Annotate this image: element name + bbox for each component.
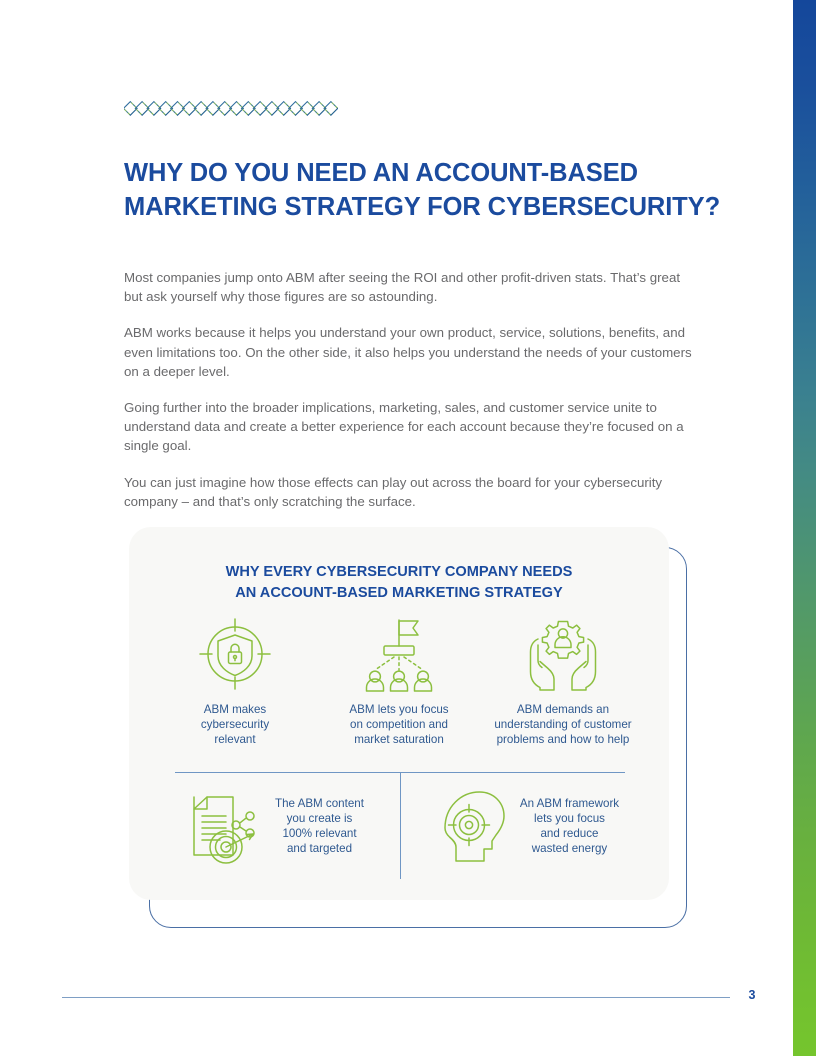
caption-line: An ABM framework (519, 796, 620, 810)
infographic-title-line-1: WHY EVERY CYBERSECURITY COMPANY NEEDS (225, 564, 573, 580)
infographic-title-line-2: AN ACCOUNT-BASED MARKETING STRATEGY (235, 585, 563, 601)
infographic-bottom-row (165, 785, 635, 867)
caption-line: and targeted (286, 842, 353, 856)
caption-line: relevant (214, 733, 256, 747)
caption-line: cybersecurity (200, 718, 270, 732)
page-number: 3 (748, 988, 756, 1002)
caption-line: ABM demands an (516, 703, 610, 716)
caption-line: ABM lets you focus (349, 703, 449, 716)
head-target-icon (436, 785, 512, 867)
body-paragraph: ABM works because it helps you understand your own product, service, solutions, benefits, and even limitations too. On the other side, it also helps you understand the needs of your customers on a deeper level. (124, 325, 692, 379)
page-title-line-2: MARKETING STRATEGY FOR CYBERSECURITY? (124, 193, 721, 221)
caption-line: and reduce (540, 827, 599, 840)
infographic-card (129, 527, 669, 900)
body-paragraph: You can just imagine how those effects can play out across the board for your cybersecurity company – and that’s only scratching the surface. (124, 474, 663, 509)
infographic-caption (201, 702, 269, 748)
caption-line: on competition and (350, 718, 448, 732)
hands-gear-person-icon (516, 615, 610, 693)
infographic-title (129, 562, 669, 604)
infographic-item-cybersecurity-relevant (153, 615, 317, 748)
caption-line: The ABM content (275, 796, 364, 810)
caption-line: understanding of customer (494, 718, 632, 732)
caption-line: you create is (286, 811, 353, 825)
shield-lock-crosshair-icon (197, 615, 273, 693)
body-paragraph: Going further into the broader implications, marketing, sales, and customer service unite to understand data and create a better experience for each account because they’re focused on a single goal. (124, 400, 684, 454)
body-copy (124, 268, 702, 511)
infographic (129, 527, 689, 930)
infographic-caption (494, 702, 631, 748)
infographic-item-framework-focus (420, 785, 635, 867)
flag-podium-people-icon (356, 615, 442, 693)
page-title (124, 156, 724, 224)
infographic-item-content-relevance (165, 785, 380, 867)
caption-line: problems and how to help (496, 733, 630, 747)
caption-line: lets you focus (534, 811, 605, 825)
page-title-line-1: WHY DO YOU NEED AN ACCOUNT-BASED (124, 159, 638, 187)
caption-line: wasted energy (531, 842, 608, 856)
infographic-caption (275, 796, 364, 857)
infographic-item-customer-understanding (481, 615, 645, 748)
infographic-caption (520, 796, 619, 857)
diamond-divider-ornament (124, 100, 338, 118)
footer-rule (62, 997, 730, 998)
body-paragraph: Most companies jump onto ABM after seeing the ROI and other profit-driven stats. That’s great but ask yourself why those figures are so astounding. (124, 270, 681, 305)
caption-line: 100% relevant (282, 827, 357, 840)
infographic-caption (349, 702, 448, 748)
caption-line: ABM makes (203, 703, 267, 716)
document-share-target-icon (181, 785, 267, 867)
infographic-top-row (153, 615, 645, 748)
infographic-item-competition-focus (317, 615, 481, 748)
caption-line: market saturation (354, 733, 444, 747)
right-edge-gradient-bar (793, 0, 816, 1056)
